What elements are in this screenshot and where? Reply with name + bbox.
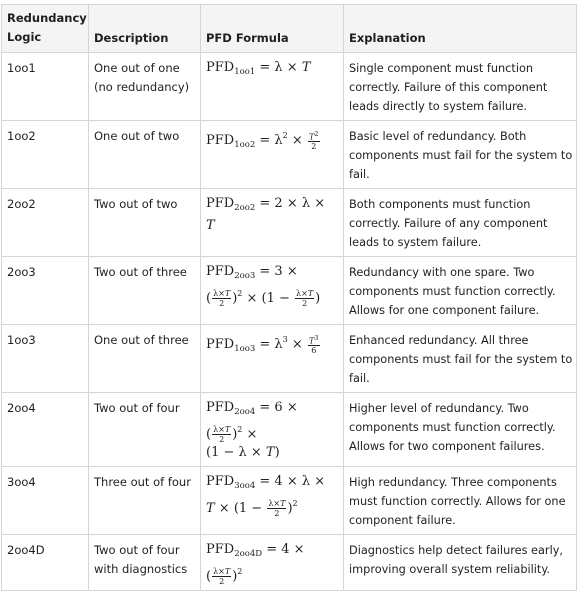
table-row [2,121,577,189]
header-logic: Redundancy Logic [2,5,89,53]
logic-cell: 2oo2 [2,189,89,257]
logic-cell: 1oo2 [2,121,89,189]
explanation-cell: High redundancy. Three components must function correctly. Allows for one component failure. [344,467,577,535]
formula-cell: $PFD_{1oo2} = \lambda^2$ × $\frac{T^2}{2}$ [201,121,344,189]
table-row [2,257,577,325]
description-cell: One out of two [89,121,201,189]
description-cell: Two out of two [89,189,201,257]
formula-cell: $PFD_{2oo2} = 2 \times \lambda$ × T [201,189,344,257]
logic-cell: 1oo3 [2,325,89,393]
formula-cell: $PFD_{3oo4} = 4 \times \lambda$ × T × (1 − $\frac{\lambda\times T}{2}$ )$^2$ [201,467,344,535]
explanation-cell: Redundancy with one spare. Two components must function correctly. Allows for one component failure. [344,257,577,325]
description-cell: Two out of three [89,257,201,325]
explanation-cell: Diagnostics help detect failures early, improving overall system reliability. [344,535,577,591]
explanation-cell: Enhanced redundancy. All three components must fail for the system to fail. [344,325,577,393]
description-cell: One out of three [89,325,201,393]
formula-cell: $PFD_{2oo4} = 6$ × ( $\frac{\lambda\times T}{2}$ )$^2$ × (1 − λ × T) [201,393,344,467]
description-cell: One out of one (no redundancy) [89,53,201,121]
explanation-cell: Higher level of redundancy. Two components must function correctly. Allows for two component failures. [344,393,577,467]
logic-cell: 3oo4 [2,467,89,535]
logic-cell: 2oo4 [2,393,89,467]
redundancy-table [1,4,577,591]
header-row [2,5,577,53]
description-cell: Two out of four with diagnostics [89,535,201,591]
header-explanation: Explanation [344,5,577,53]
header-formula: PFD Formula [201,5,344,53]
description-cell: Three out of four [89,467,201,535]
explanation-cell: Basic level of redundancy. Both components must fail for the system to fail. [344,121,577,189]
logic-cell: 2oo4D [2,535,89,591]
logic-cell: 2oo3 [2,257,89,325]
table-row [2,393,577,467]
table-row [2,535,577,591]
description-cell: Two out of four [89,393,201,467]
formula-cell: $PFD_{2oo4D} = 4$ × ( $\frac{\lambda\times T}{2}$ )$^2$ [201,535,344,591]
table-row [2,53,577,121]
explanation-cell: Both components must function correctly. Failure of any component leads to system failure. [344,189,577,257]
logic-cell: 1oo1 [2,53,89,121]
table-row [2,189,577,257]
explanation-cell: Single component must function correctly. Failure of this component leads directly to system failure. [344,53,577,121]
table-row [2,467,577,535]
formula-cell: $PFD_{2oo3} = 3$ × ( $\frac{\lambda\times T}{2}$ )$^2$ × (1 − $\frac{\lambda\times T}{2}$ ) [201,257,344,325]
formula-cell: $PFD_{1oo1} = \lambda \times T$ [201,53,344,121]
formula-cell: $PFD_{1oo3} = \lambda^3$ × $\frac{T^3}{6}$ [201,325,344,393]
table-row [2,325,577,393]
header-description: Description [89,5,201,53]
